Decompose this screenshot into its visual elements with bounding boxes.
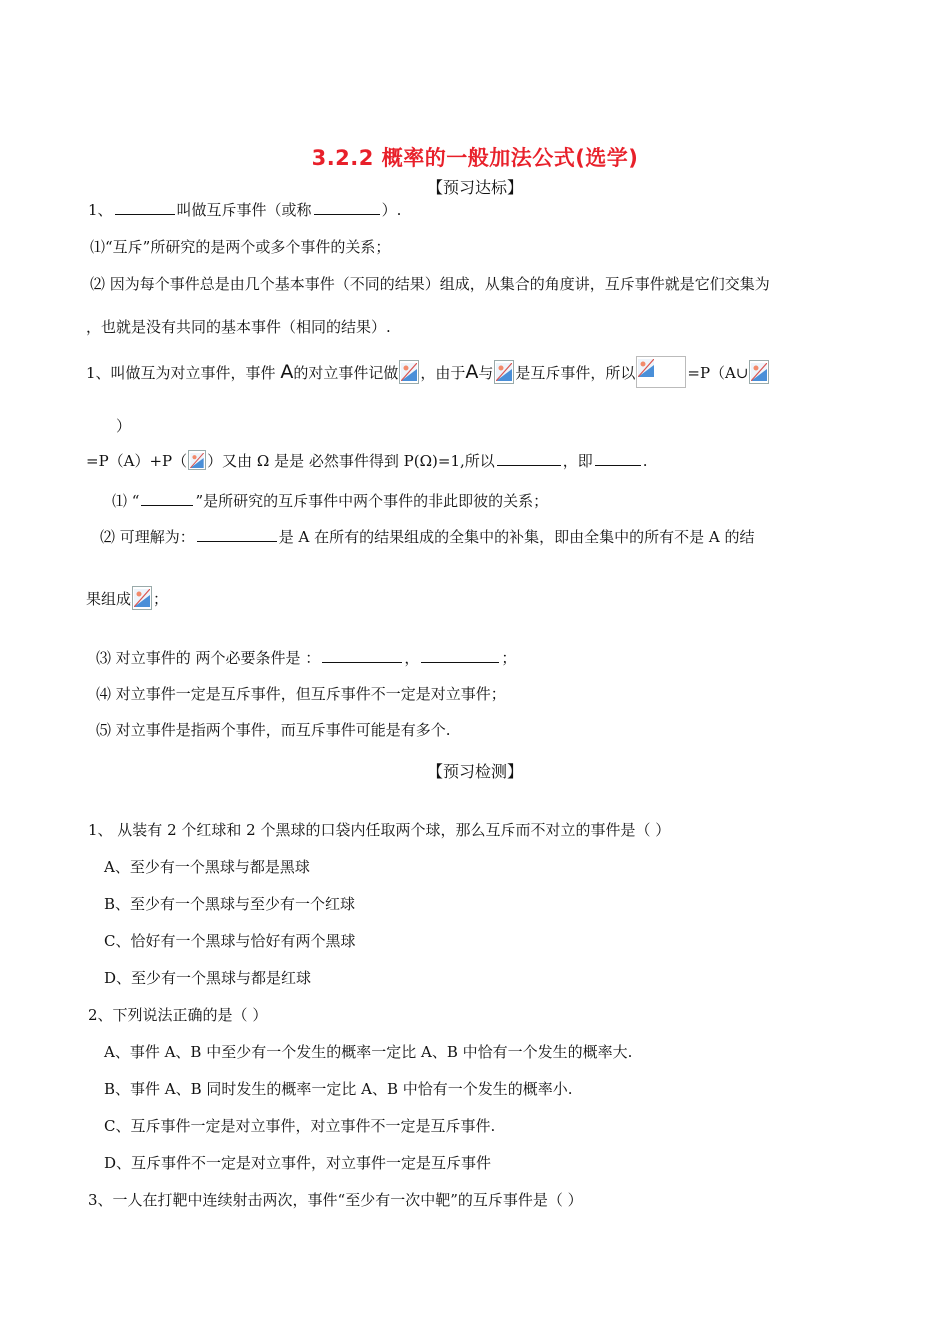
problem-2-option-d: D、互斥事件不一定是对立事件，对立事件一定是互斥事件 [104, 1154, 492, 1172]
question-2-formula [86, 450, 648, 472]
event-symbol: A [280, 361, 294, 383]
section-heading-check: 【预习检测】 [426, 762, 523, 781]
question-text: 1、叫做互为对立事件，事件 [86, 364, 276, 382]
broken-image-icon [749, 360, 769, 384]
problem-1-option-b: B、至少有一个黑球与至少有一个红球 [104, 895, 356, 913]
problem-1-stem: 1、 从装有 2 个红球和 2 个黑球的口袋内任取两个球，那么互斥而不对立的事件是（ ） [88, 821, 671, 839]
problem-1-option-c: C、恰好有一个黑球与恰好有两个黑球 [104, 932, 356, 950]
question-text: 是互斥事件，所以 [515, 364, 636, 382]
answer-blank [322, 648, 402, 663]
question-text: 与 [478, 364, 494, 382]
problem-2-option-b: B、事件 A、B 同时发生的概率一定比 A、B 中恰有一个发生的概率小. [104, 1080, 573, 1098]
question-text: 的对立事件记做 [293, 364, 399, 382]
note-m4: ⑷ 对立事件一定是互斥事件，但互斥事件不一定是对立事件； [96, 685, 506, 703]
answer-blank [497, 451, 561, 466]
question-text: ）又由 Ω 是是 必然事件得到 P(Ω)=1,所以 [207, 452, 495, 470]
question-2-line [86, 356, 770, 388]
note-2: ⑵ 因为每个事件总是由几个基本事件（不同的结果）组成，从集合的角度讲，互斥事件就是它们交集为 [90, 275, 770, 293]
note-m3 [96, 647, 516, 669]
note-1: ⑴“互斥”所研究的是两个或多个事件的关系； [90, 238, 391, 256]
question-text: =P（A∪ [687, 364, 749, 382]
question-text: ； [501, 649, 517, 667]
problem-3-stem: 3、一人在打靶中连续射击两次，事件“至少有一次中靶”的互斥事件是（ ） [88, 1191, 583, 1209]
question-number: 1、 [88, 201, 113, 219]
answer-blank [314, 200, 380, 215]
broken-image-icon [636, 356, 686, 388]
problem-2-option-c: C、互斥事件一定是对立事件，对立事件不一定是互斥事件. [104, 1117, 496, 1135]
answer-blank [115, 200, 175, 215]
answer-blank [197, 527, 277, 542]
note-m2 [100, 526, 755, 548]
problem-2-option-a: A、事件 A、B 中至少有一个发生的概率一定比 A、B 中恰有一个发生的概率大. [104, 1043, 633, 1061]
question-text: 叫做互斥事件（或称 [176, 201, 312, 219]
answer-blank [595, 451, 641, 466]
broken-image-icon [188, 450, 206, 470]
question-text: ，由于 [420, 364, 466, 382]
section-heading-preview: 【预习达标】 [426, 178, 523, 197]
question-1-line [88, 199, 401, 221]
note-m2-continued [86, 586, 168, 610]
answer-blank [421, 648, 499, 663]
note-2-continued: ，也就是没有共同的基本事件（相同的结果）. [86, 318, 391, 336]
problem-1-option-a: A、至少有一个黑球与都是黑球 [104, 858, 310, 876]
question-text: ； [153, 590, 169, 608]
question-text: 是 A 在所有的结果组成的全集中的补集，即由全集中的所有不是 A 的结 [278, 528, 755, 546]
note-m1 [112, 490, 548, 512]
broken-image-icon [494, 360, 514, 384]
question-text: 果组成 [86, 590, 132, 608]
question-text: =P（A）+P（ [86, 452, 188, 470]
question-text: ”是所研究的互斥事件中两个事件的非此即彼的关系； [195, 492, 549, 510]
question-text: ⑵ 可理解为： [100, 528, 195, 546]
question-text: . [642, 452, 648, 470]
question-text: ， [404, 649, 420, 667]
question-text: ⑴ “ [112, 492, 140, 510]
event-symbol: A [465, 361, 479, 383]
broken-image-icon [132, 586, 152, 610]
problem-1-option-d: D、至少有一个黑球与都是红球 [104, 969, 312, 987]
page-title: 3.2.2 概率的一般加法公式(选学) [311, 146, 639, 170]
closing-paren: ） [116, 417, 132, 435]
problem-2-stem: 2、下列说法正确的是（ ） [88, 1006, 268, 1024]
broken-image-icon [399, 360, 419, 384]
answer-blank [141, 491, 193, 506]
question-text: ）. [381, 201, 402, 219]
question-text: ，即 [562, 452, 593, 470]
question-text: ⑶ 对立事件的 两个必要条件是 ： [96, 649, 321, 667]
note-m5: ⑸ 对立事件是指两个事件，而互斥事件可能是有多个. [96, 721, 451, 739]
